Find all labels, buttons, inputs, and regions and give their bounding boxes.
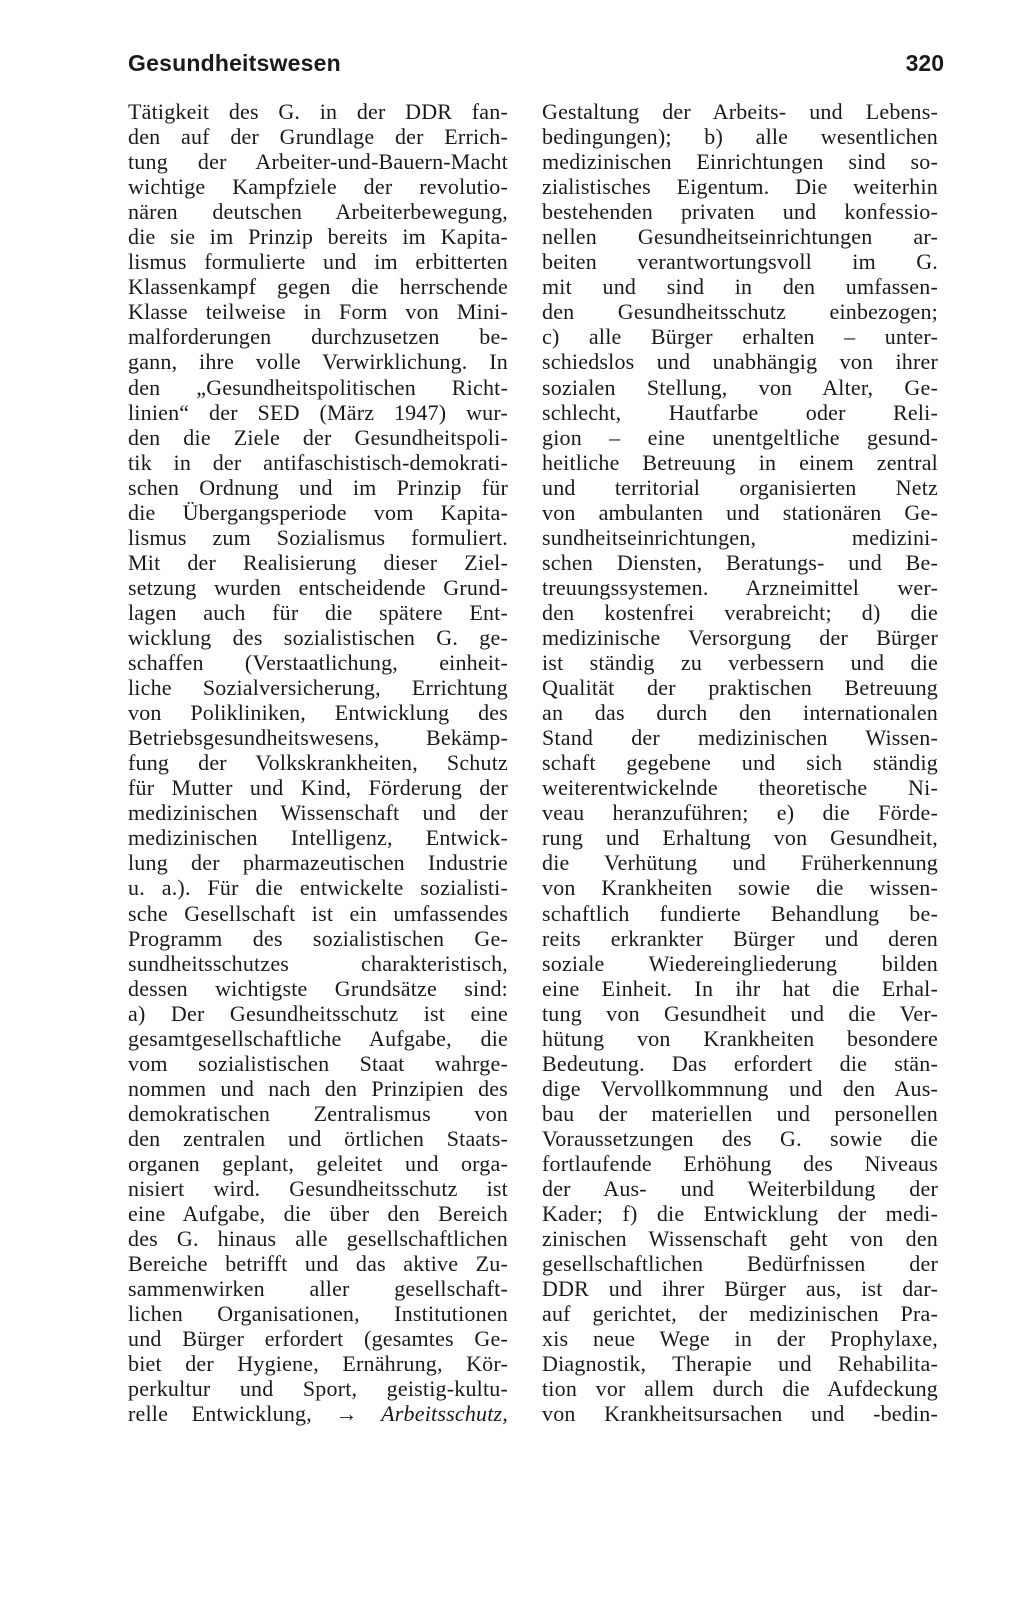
right-column-line: auf gerichtet, der medizinischen Pra- <box>542 1301 938 1327</box>
left-column-line: u. a.). Für die entwickelte sozialisti- <box>128 875 508 901</box>
right-column-line: von Krankheitsursachen und -bedin- <box>542 1401 938 1427</box>
right-column-line: DDR und ihrer Bürger aus, ist dar- <box>542 1276 938 1302</box>
left-column-line: perkultur und Sport, geistig-kultu- <box>128 1376 508 1402</box>
right-column-line: hütung von Krankheiten besondere <box>542 1025 938 1051</box>
left-column-line: den auf der Grundlage der Errich- <box>128 124 508 150</box>
left-column-line: den die Ziele der Gesundheitspoli- <box>128 424 508 450</box>
left-column-line: lagen auch für die spätere Ent- <box>128 599 508 625</box>
right-column-line: fortlaufende Erhöhung des Niveaus <box>542 1150 938 1176</box>
left-column-line: lichen Organisationen, Institutionen <box>128 1301 508 1327</box>
right-column-line: reits erkrankter Bürger und deren <box>542 925 938 951</box>
right-column-line: gion – eine unentgeltliche gesund- <box>542 424 938 450</box>
left-column-line: vom sozialistischen Staat wahrge- <box>128 1050 508 1076</box>
left-column-line: linien“ der SED (März 1947) wur- <box>128 399 508 425</box>
left-column-line: sammenwirken aller gesellschaft- <box>128 1276 508 1302</box>
page-number: 320 <box>905 50 944 76</box>
running-head-title: Gesundheitswesen <box>128 50 341 76</box>
left-column-line: wicklung des sozialistischen G. ge- <box>128 624 508 650</box>
left-column-line: und Bürger erfordert (gesamtes Ge- <box>128 1326 508 1352</box>
right-column-line: mit und sind in den umfassen- <box>542 274 938 300</box>
right-column-line: Voraussetzungen des G. sowie die <box>542 1125 938 1151</box>
left-column-line: lung der pharmazeutischen Industrie <box>128 850 508 876</box>
right-column-line: Stand der medizinischen Wissen- <box>542 725 938 751</box>
right-column-line: heitliche Betreuung in einem zentral <box>542 449 938 475</box>
right-column-line: Qualität der praktischen Betreuung <box>542 675 938 701</box>
right-column-line: schlecht, Hautfarbe oder Reli- <box>542 399 938 425</box>
right-column-line: und territorial organisierten Netz <box>542 474 938 500</box>
right-column-line: weiterentwickelnde theoretische Ni- <box>542 775 938 801</box>
left-column-line: des G. hinaus alle gesellschaftlichen <box>128 1226 508 1252</box>
right-column-line: eine Einheit. In ihr hat die Erhal- <box>542 975 938 1001</box>
right-column-line: schaft gegebene und sich ständig <box>542 750 938 776</box>
left-column-line: Programm des sozialistischen Ge- <box>128 925 508 951</box>
right-column-line: Gestaltung der Arbeits- und Lebens- <box>542 99 938 124</box>
right-column-line: tung von Gesundheit und die Ver- <box>542 1000 938 1026</box>
right-column-line: den Gesundheitsschutz einbezogen; <box>542 299 938 325</box>
left-column-line: tung der Arbeiter-und-Bauern-Macht <box>128 149 508 175</box>
right-column-line: gesellschaftlichen Bedürfnissen der <box>542 1251 938 1277</box>
right-column-line: Diagnostik, Therapie und Rehabilita- <box>542 1351 938 1377</box>
left-column-line: von Polikliniken, Entwicklung des <box>128 700 508 726</box>
right-column-line: tion vor allem durch die Aufdeckung <box>542 1376 938 1402</box>
left-column-line: nisiert wird. Gesundheitsschutz ist <box>128 1176 508 1202</box>
right-column-line: rung und Erhaltung von Gesundheit, <box>542 825 938 851</box>
left-column-line: Klassenkampf gegen die herrschende <box>128 274 508 300</box>
left-column-last-line <box>128 1401 508 1426</box>
right-column-line: medizinische Versorgung der Bürger <box>542 624 938 650</box>
left-column <box>128 99 508 1426</box>
left-column-line: nommen und nach den Prinzipien des <box>128 1075 508 1101</box>
left-column-line: Klasse teilweise in Form von Mini- <box>128 299 508 325</box>
left-column-line: gann, ihre volle Verwirklichung. In <box>128 349 508 375</box>
left-column-line: für Mutter und Kind, Förderung der <box>128 775 508 801</box>
left-column-line: setzung wurden entscheidende Grund- <box>128 574 508 600</box>
left-column-line: a) Der Gesundheitsschutz ist eine <box>128 1000 508 1026</box>
right-column-line: an das durch den internationalen <box>542 700 938 726</box>
right-column-line: bau der materiellen und personellen <box>542 1100 938 1126</box>
right-column-line: bestehenden privaten und konfessio- <box>542 199 938 225</box>
left-column-line: den „Gesundheitspolitischen Richt- <box>128 374 508 400</box>
left-column-line: sundheitsschutzes charakteristisch, <box>128 950 508 976</box>
left-column-line: Tätigkeit des G. in der DDR fan- <box>128 99 508 124</box>
left-column-line: medizinischen Intelligenz, Entwick- <box>128 825 508 851</box>
left-column-line: Betriebsgesundheitswesens, Bekämp- <box>128 725 508 751</box>
left-column-line: sche Gesellschaft ist ein umfassendes <box>128 900 508 926</box>
right-column-line: ist ständig zu verbessern und die <box>542 650 938 676</box>
right-column-line: treuungssystemen. Arzneimittel wer- <box>542 574 938 600</box>
right-column-line: nellen Gesundheitseinrichtungen ar- <box>542 224 938 250</box>
left-column-line: wichtige Kampfziele der revolutio- <box>128 174 508 200</box>
right-column-line: medizinischen Einrichtungen sind so- <box>542 149 938 175</box>
right-column-line: soziale Wiedereingliederung bilden <box>542 950 938 976</box>
right-column-line: den kostenfrei verabreicht; d) die <box>542 599 938 625</box>
left-column-line: lismus formulierte und im erbitterten <box>128 249 508 275</box>
right-column-line: Kader; f) die Entwicklung der medi- <box>542 1201 938 1227</box>
left-column-line: fung der Volkskrankheiten, Schutz <box>128 750 508 776</box>
right-column-line: xis neue Wege in der Prophylaxe, <box>542 1326 938 1352</box>
left-column-line: lismus zum Sozialismus formuliert. <box>128 524 508 550</box>
left-column-line: schaffen (Verstaatlichung, einheit- <box>128 650 508 676</box>
left-column-line: Bereiche betrifft und das aktive Zu- <box>128 1251 508 1277</box>
right-column-line: schaftlich fundierte Behandlung be- <box>542 900 938 926</box>
right-column-line: schen Diensten, Beratungs- und Be- <box>542 549 938 575</box>
cross-reference-link[interactable]: Arbeitsschutz, <box>381 1401 509 1427</box>
right-column-line: die Verhütung und Früherkennung <box>542 850 938 876</box>
left-column-line: dessen wichtigste Grundsätze sind: <box>128 975 508 1001</box>
left-column-line: tik in der antifaschistisch-demokrati- <box>128 449 508 475</box>
left-column-line: nären deutschen Arbeiterbewegung, <box>128 199 508 225</box>
right-column-line: von Krankheiten sowie die wissen- <box>542 875 938 901</box>
right-column <box>542 99 938 1426</box>
cross-reference-arrow-icon: → <box>335 1401 358 1427</box>
left-column-line: Mit der Realisierung dieser Ziel- <box>128 549 508 575</box>
page-header <box>128 50 944 90</box>
left-column-line: medizinischen Wissenschaft und der <box>128 800 508 826</box>
right-column-line: schiedslos und unabhängig von ihrer <box>542 349 938 375</box>
left-column-line: gesamtgesellschaftliche Aufgabe, die <box>128 1025 508 1051</box>
left-column-line: den zentralen und örtlichen Staats- <box>128 1125 508 1151</box>
left-column-line: die Übergangsperiode vom Kapita- <box>128 499 508 525</box>
left-column-line: malforderungen durchzusetzen be- <box>128 324 508 350</box>
right-column-line: dige Vervollkommnung und den Aus- <box>542 1075 938 1101</box>
right-column-line: sozialen Stellung, von Alter, Ge- <box>542 374 938 400</box>
left-column-line: schen Ordnung und im Prinzip für <box>128 474 508 500</box>
right-column-line: Bedeutung. Das erfordert die stän- <box>542 1050 938 1076</box>
left-column-line: biet der Hygiene, Ernährung, Kör- <box>128 1351 508 1377</box>
right-column-line: veau heranzuführen; e) die Förde- <box>542 800 938 826</box>
left-column-line: eine Aufgabe, die über den Bereich <box>128 1201 508 1227</box>
left-column-line: die sie im Prinzip bereits im Kapita- <box>128 224 508 250</box>
right-column-line: sundheitseinrichtungen, medizini- <box>542 524 938 550</box>
left-column-line: organen geplant, geleitet und orga- <box>128 1150 508 1176</box>
last-line-text: relle Entwicklung, <box>128 1401 312 1427</box>
right-column-line: der Aus- und Weiterbildung der <box>542 1176 938 1202</box>
right-column-line: beiten verantwortungsvoll im G. <box>542 249 938 275</box>
right-column-line: c) alle Bürger erhalten – unter- <box>542 324 938 350</box>
right-column-line: zialistisches Eigentum. Die weiterhin <box>542 174 938 200</box>
right-column-line: zinischen Wissenschaft geht von den <box>542 1226 938 1252</box>
right-column-line: bedingungen); b) alle wesentlichen <box>542 124 938 150</box>
left-column-line: liche Sozialversicherung, Errichtung <box>128 675 508 701</box>
left-column-line: demokratischen Zentralismus von <box>128 1100 508 1126</box>
right-column-line: von ambulanten und stationären Ge- <box>542 499 938 525</box>
